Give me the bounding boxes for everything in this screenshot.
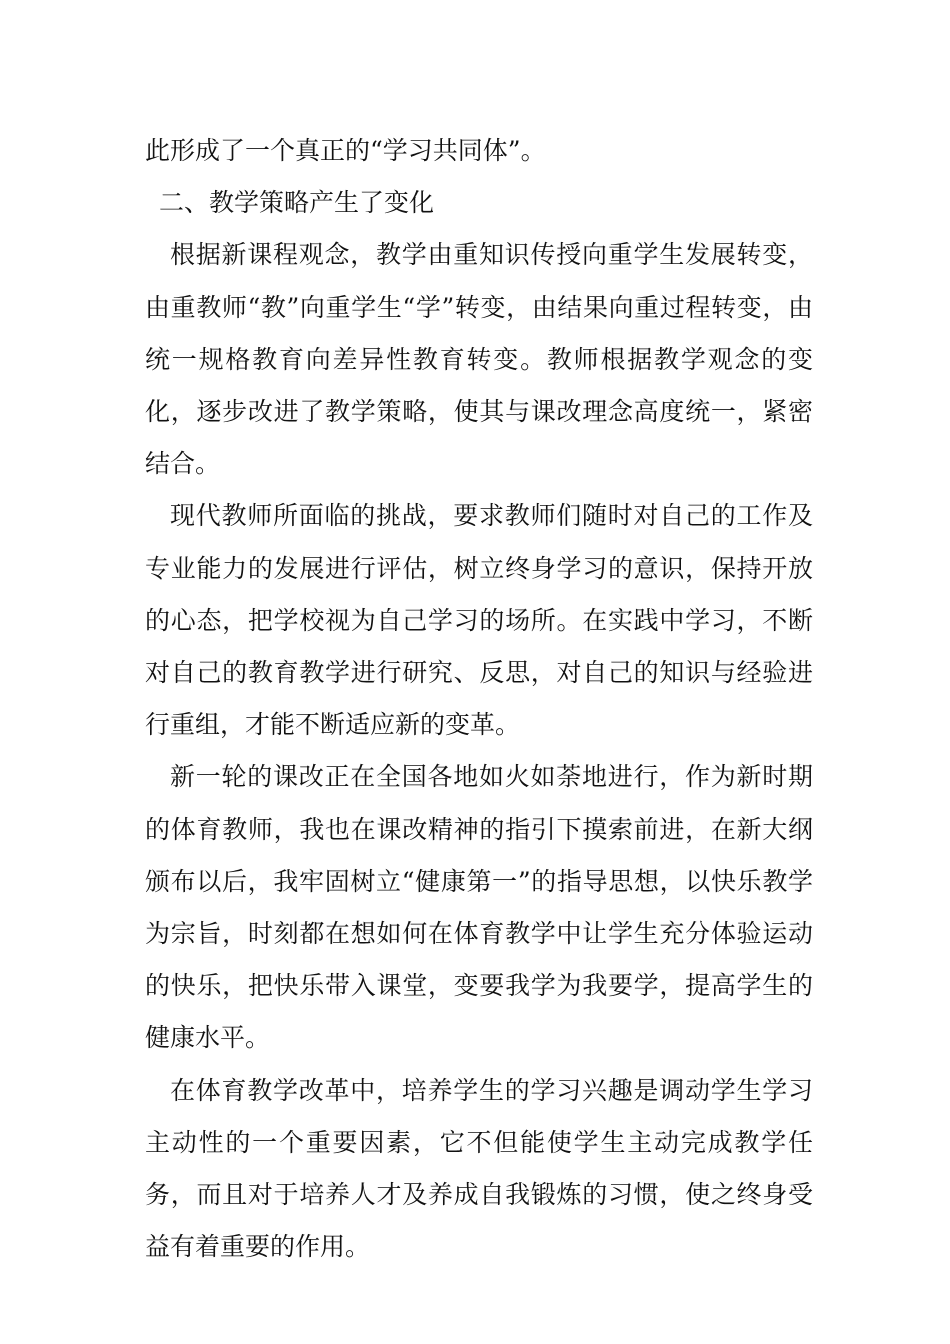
body-text [145,125,813,1273]
paragraph-curriculum-reform: 新一轮的课改正在全国各地如火如荼地进行，作为新时期的体育教师，我也在课改精神的指引下摸索前进，在新大纲颁布以后，我牢固树立“健康第一”的指导思想，以快乐教学为宗旨，时刻都在想如何在体育教学中让学生充分体验运动的快乐，把快乐带入课堂，变要我学为我要学，提高学生的健康水平。 [145,762,813,1053]
paragraph-modern-teacher-challenge: 现代教师所面临的挑战，要求教师们随时对自己的工作及专业能力的发展进行评估，树立终身学习的意识，保持开放的心态，把学校视为自己学习的场所。在实践中学习，不断对自己的教育教学进行研究、反思，对自己的知识与经验进行重组，才能不断适应新的变革。 [145,501,813,740]
paragraph-continuation: 此形成了一个真正的“学习共同体”。 [145,136,546,165]
paragraph-learning-interest: 在体育教学改革中，培养学生的学习兴趣是调动学生学习主动性的一个重要因素，它不但能使学生主动完成教学任务，而且对于培养人才及养成自我锻炼的习惯，使之终身受益有着重要的作用。 [145,1075,813,1262]
section-heading: 二、教学策略产生了变化 [159,188,435,218]
paragraph-teaching-strategy: 根据新课程观念，教学由重知识传授向重学生发展转变，由重教师“教”向重学生“学”转变，由结果向重过程转变，由统一规格教育向差异性教育转变。教师根据教学观念的变化，逐步改进了教学策略，使其与课改理念高度统一，紧密结合。 [145,240,813,479]
